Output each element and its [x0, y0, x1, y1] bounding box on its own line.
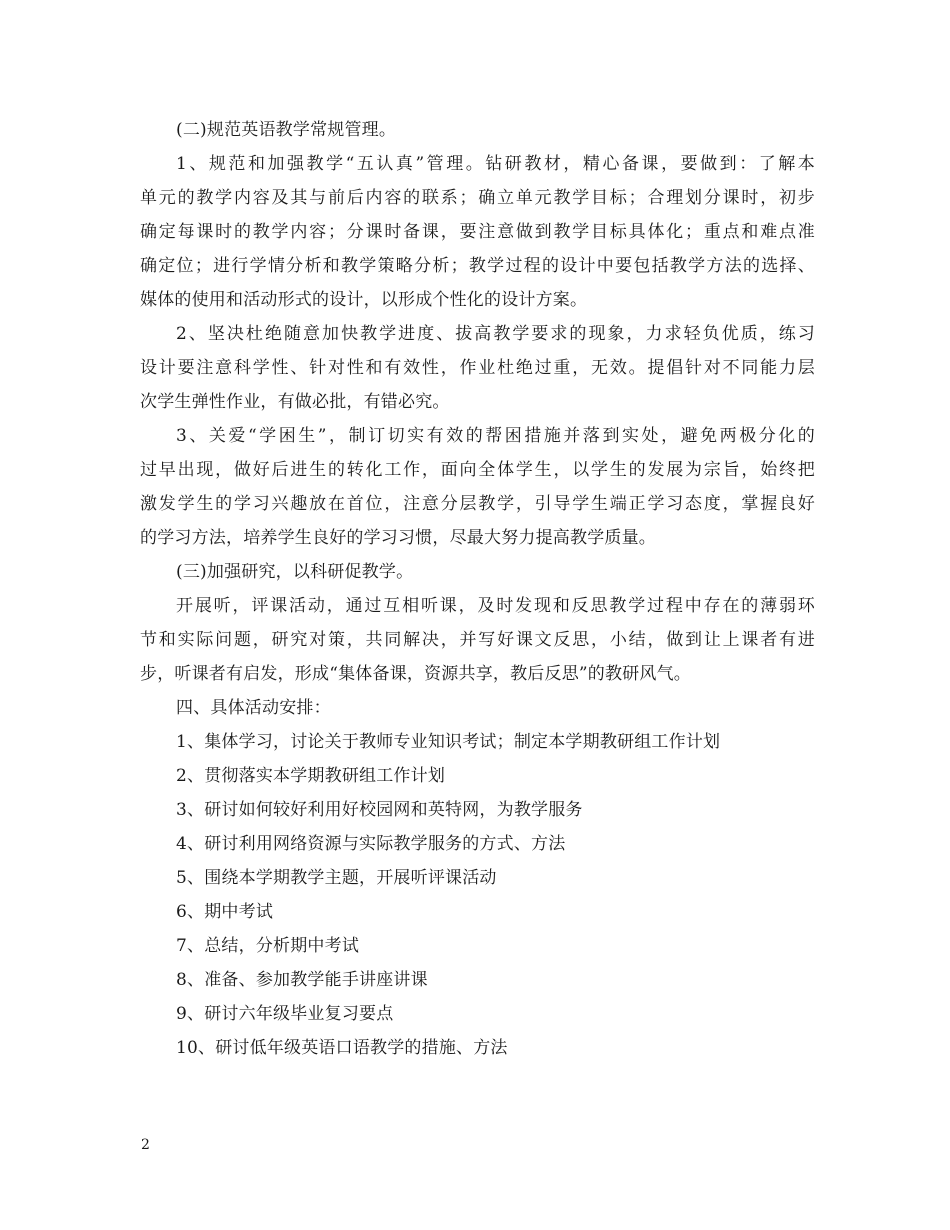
list-item: 3、研讨如何较好利用好校园网和英特网，为教学服务	[176, 800, 583, 820]
paragraph-line: 1、规范和加强教学“五认真”管理。钻研教材，精心备课，要做到：了解本	[176, 154, 815, 174]
paragraph-line: 开展听，评课活动，通过互相听课，及时发现和反思教学过程中存在的薄弱环	[176, 596, 815, 616]
paragraph-line: 3、关爱“学困生”，制订切实有效的帮困措施并落到实处，避免两极分化的	[176, 426, 815, 446]
paragraph-line: 过早出现，做好后进生的转化工作，面向全体学生，以学生的发展为宗旨，始终把	[140, 460, 815, 480]
paragraph-line: 2、坚决杜绝随意加快教学进度、拔高教学要求的现象，力求轻负优质，练习	[176, 324, 815, 344]
paragraph-line: 确定位；进行学情分析和教学策略分析；教学过程的设计中要包括教学方法的选择、	[140, 256, 815, 276]
paragraph-line: 设计要注意科学性、针对性和有效性，作业杜绝过重，无效。提倡针对不同能力层	[140, 358, 815, 378]
list-item: 2、贯彻落实本学期教研组工作计划	[176, 766, 446, 786]
list-item: 5、围绕本学期教学主题，开展听评课活动	[176, 868, 497, 888]
page-number: 2	[141, 1137, 150, 1153]
paragraph-line: 步，听课者有启发，形成“集体备课，资源共享，教后反思”的教研风气。	[140, 664, 691, 684]
section-heading-2: (二)规范英语教学常规管理。	[176, 120, 397, 140]
list-item: 9、研讨六年级毕业复习要点	[176, 1004, 394, 1024]
list-item: 7、总结，分析期中考试	[176, 936, 360, 956]
paragraph-line: 激发学生的学习兴趣放在首位，注意分层教学，引导学生端正学习态度，掌握良好	[140, 494, 815, 514]
list-item: 8、准备、参加教学能手讲座讲课	[176, 970, 428, 990]
list-item: 6、期中考试	[176, 902, 274, 922]
paragraph-line: 的学习方法，培养学生良好的学习习惯，尽最大努力提高教学质量。	[140, 528, 656, 548]
section-heading-3: (三)加强研究，以科研促教学。	[176, 562, 414, 582]
document-body	[140, 113, 815, 1065]
list-item: 4、研讨利用网络资源与实际教学服务的方式、方法	[176, 834, 566, 854]
list-item: 1、集体学习，讨论关于教师专业知识考试；制定本学期教研组工作计划	[176, 732, 721, 752]
paragraph-line: 确定每课时的教学内容；分课时备课，要注意做到教学目标具体化；重点和难点准	[140, 222, 815, 242]
paragraph-line: 媒体的使用和活动形式的设计，以形成个性化的设计方案。	[140, 290, 588, 310]
paragraph-line: 节和实际问题，研究对策，共同解决，并写好课文反思，小结，做到让上课者有进	[140, 630, 815, 650]
paragraph-line: 次学生弹性作业，有做必批，有错必究。	[140, 392, 450, 412]
section-heading-4: 四、具体活动安排：	[176, 698, 331, 718]
list-item: 10、研讨低年级英语口语教学的措施、方法	[176, 1038, 508, 1058]
paragraph-line: 单元的教学内容及其与前后内容的联系；确立单元教学目标；合理划分课时，初步	[140, 188, 815, 208]
